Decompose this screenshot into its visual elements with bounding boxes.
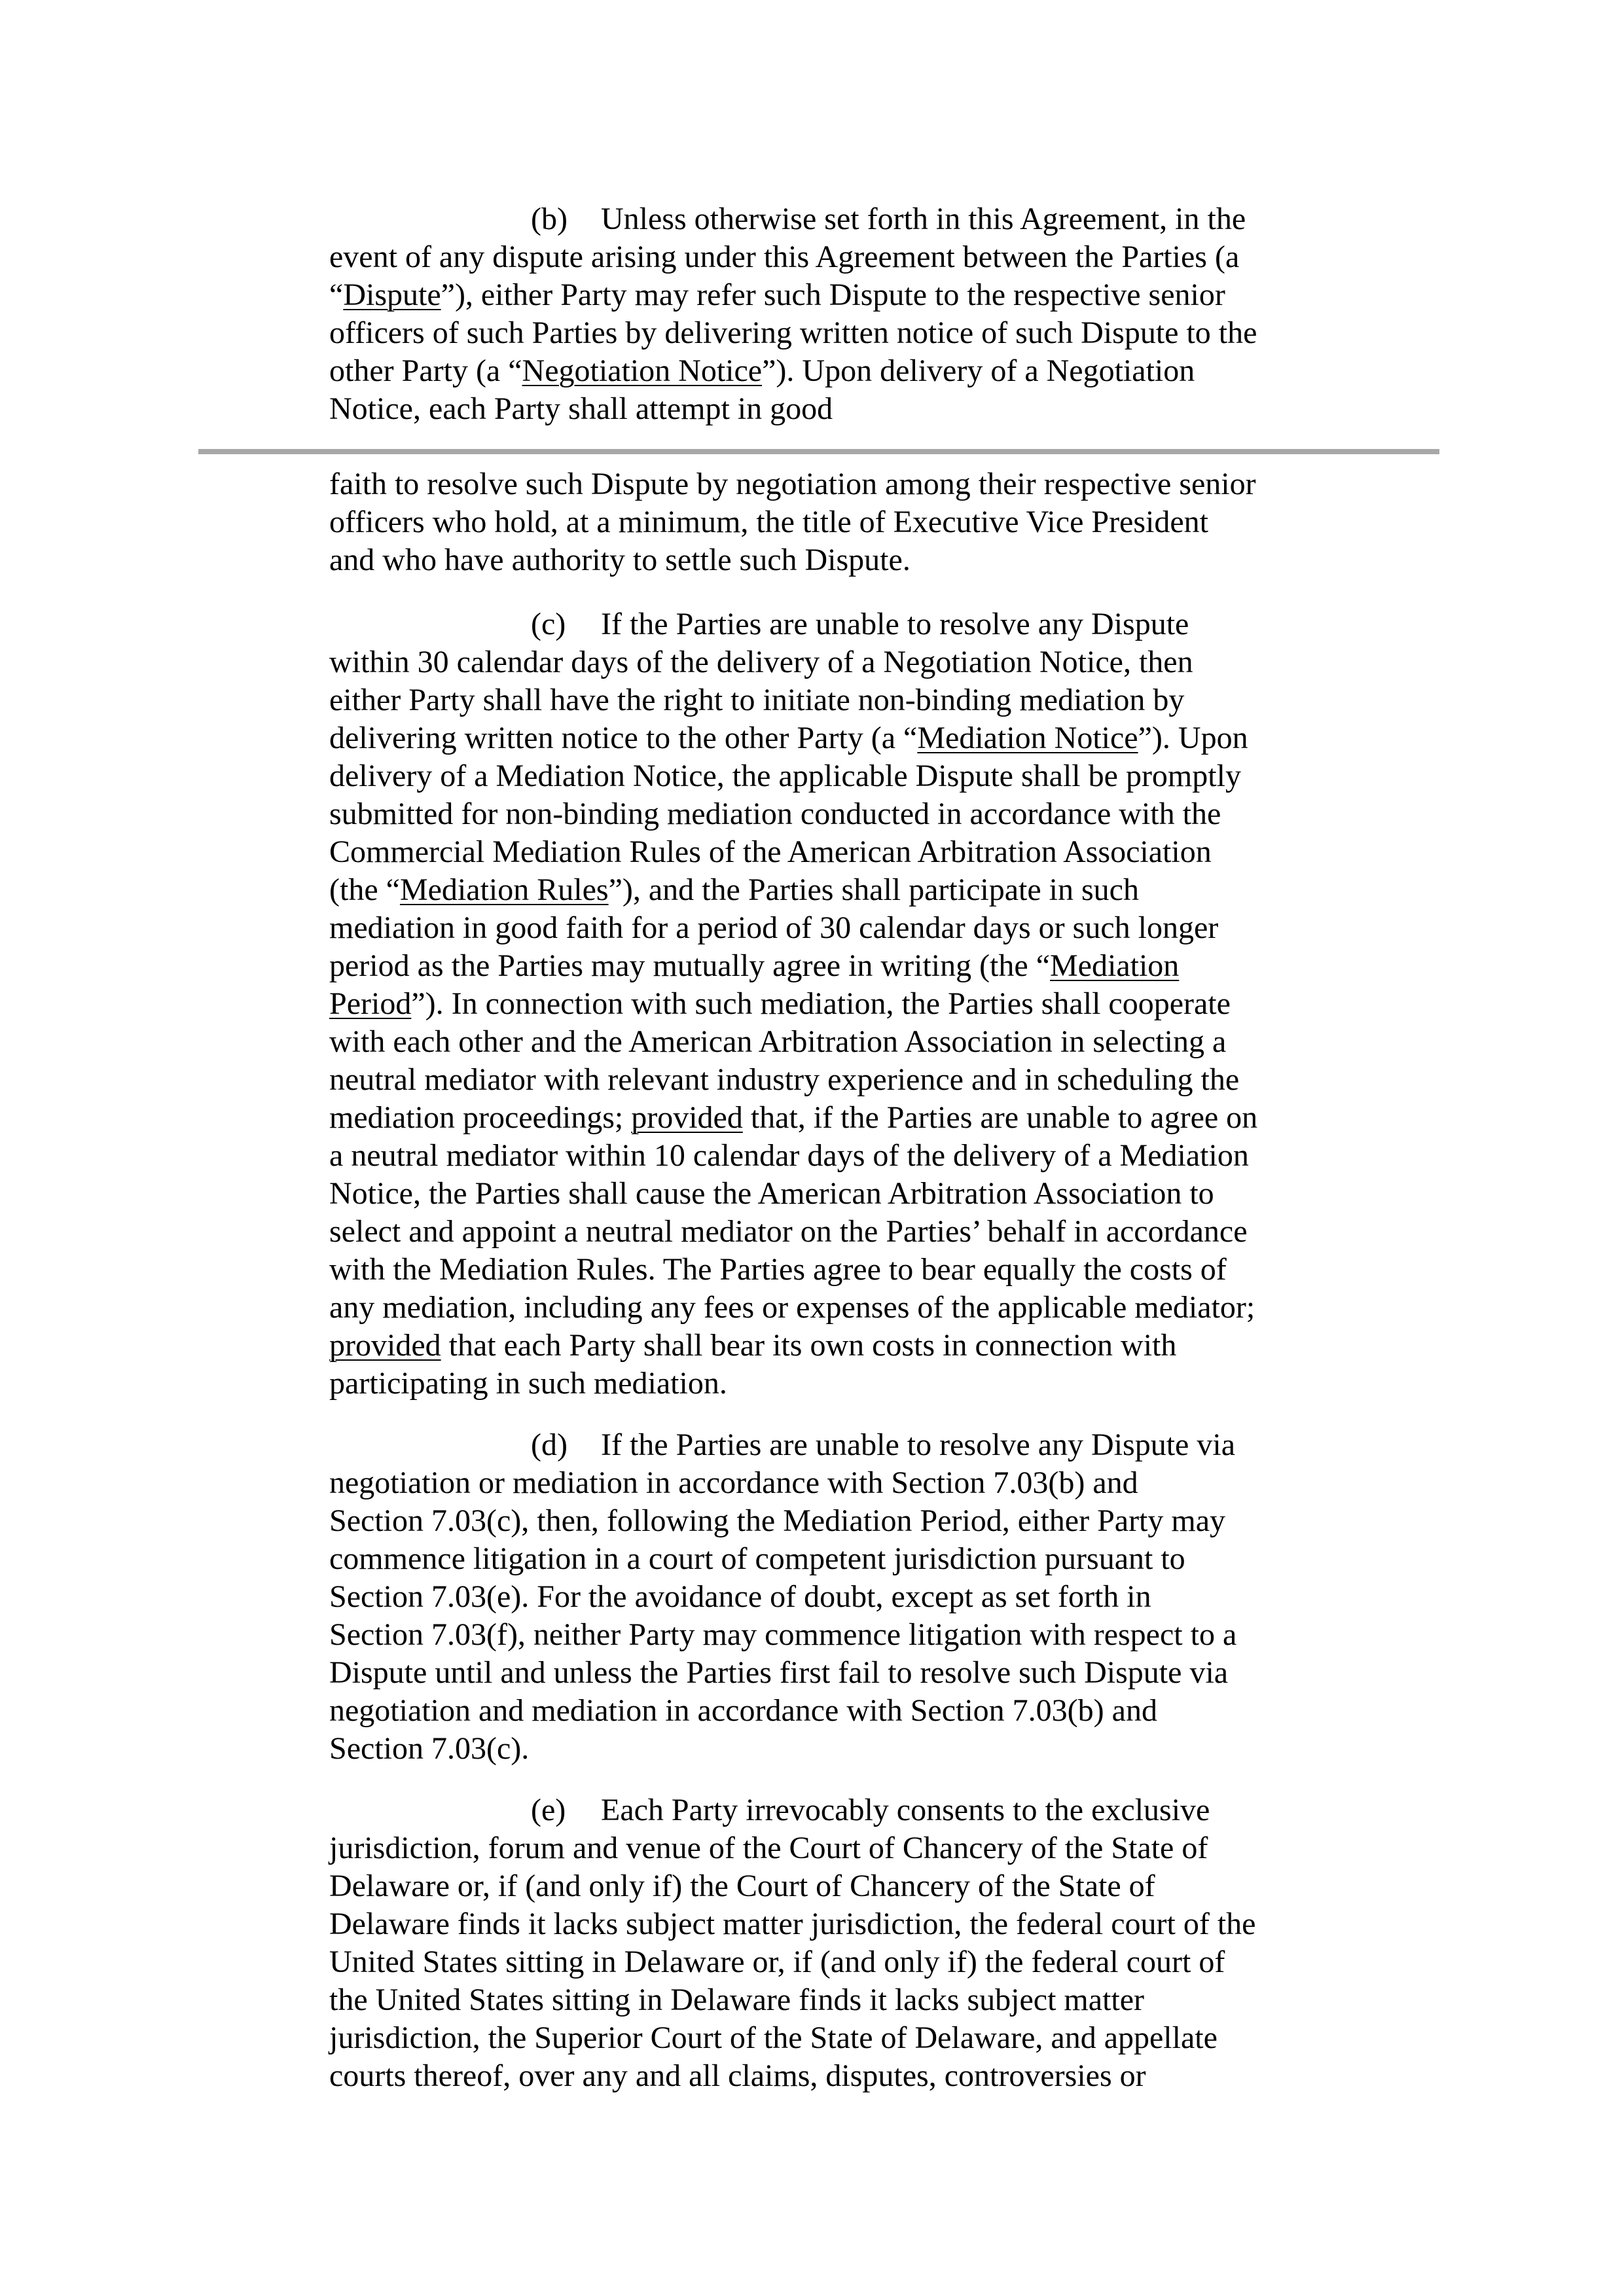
paragraph-b-line-4: officers of such Parties by delivering written notice of such Dispute to the xyxy=(329,315,1257,350)
proviso-term: provided xyxy=(329,1328,441,1363)
paragraph-e xyxy=(329,1791,1311,2095)
defined-term-mediation-period-part-1: Mediation xyxy=(1050,948,1180,983)
paragraph-c-line-16: Notice, the Parties shall cause the American Arbitration Association to xyxy=(329,1176,1214,1211)
paragraph-e-line-1: (e) Each Party irrevocably consents to the exclusive xyxy=(329,1791,1311,1829)
paragraph-d xyxy=(329,1426,1311,1768)
paragraph-e-line-6: the United States sitting in Delaware finds it lacks subject matter xyxy=(329,1982,1145,2017)
defined-term-mediation-rules: Mediation Rules xyxy=(399,872,609,907)
paragraph-c-line-9: mediation in good faith for a period of 30 calendar days or such longer xyxy=(329,910,1219,945)
paragraph-b-line-3: “Dispute”), either Party may refer such Dispute to the respective senior xyxy=(329,278,1225,312)
paragraph-d-line-3: Section 7.03(c), then, following the Mediation Period, either Party may xyxy=(329,1503,1226,1538)
paragraph-b-line-5: other Party (a “Negotiation Notice”). Upon delivery of a Negotiation xyxy=(329,353,1195,388)
paragraph-c-line-3: either Party shall have the right to initiate non-binding mediation by xyxy=(329,683,1185,717)
defined-term-mediation-notice: Mediation Notice xyxy=(917,721,1138,755)
paragraph-e-line-5: United States sitting in Delaware or, if (and only if) the federal court of xyxy=(329,1945,1225,1979)
paragraph-b-cont-line-2: officers who hold, at a minimum, the title of Executive Vice President xyxy=(329,505,1209,539)
paragraph-c-line-12: with each other and the American Arbitration Association in selecting a xyxy=(329,1024,1227,1059)
paragraph-d-line-8: negotiation and mediation in accordance with Section 7.03(b) and xyxy=(329,1693,1157,1728)
paragraph-c-line-2: within 30 calendar days of the delivery of a Negotiation Notice, then xyxy=(329,645,1193,679)
paragraph-c-line-20: provided that each Party shall bear its own costs in connection with xyxy=(329,1328,1177,1363)
paragraph-e-line-4: Delaware finds it lacks subject matter jurisdiction, the federal court of the xyxy=(329,1907,1256,1941)
defined-term-mediation-period-part-2: Period xyxy=(329,986,412,1021)
defined-term-negotiation-notice: Negotiation Notice xyxy=(522,353,763,388)
paragraph-b-line-1: (b) Unless otherwise set forth in this Agreement, in the xyxy=(329,200,1311,238)
paragraph-c-line-7: Commercial Mediation Rules of the American Arbitration Association xyxy=(329,834,1212,869)
paragraph-b-label: (b) xyxy=(531,202,568,236)
paragraph-b-line-6: Notice, each Party shall attempt in good xyxy=(329,391,833,426)
paragraph-c-line-17: select and appoint a neutral mediator on the Parties’ behalf in accordance xyxy=(329,1214,1248,1249)
paragraph-c-line-13: neutral mediator with relevant industry experience and in scheduling the xyxy=(329,1062,1240,1097)
page-break-divider xyxy=(198,449,1439,454)
paragraph-c-line-5: delivery of a Mediation Notice, the applicable Dispute shall be promptly xyxy=(329,759,1241,793)
paragraph-c-line-11: Period”). In connection with such mediation, the Parties shall cooperate xyxy=(329,986,1231,1021)
paragraph-d-line-5: Section 7.03(e). For the avoidance of doubt, except as set forth in xyxy=(329,1579,1151,1614)
paragraph-e-line-2: jurisdiction, forum and venue of the Court of Chancery of the State of xyxy=(329,1831,1208,1865)
paragraph-c xyxy=(329,605,1311,1403)
paragraph-d-line-6: Section 7.03(f), neither Party may commence litigation with respect to a xyxy=(329,1617,1237,1652)
paragraph-c-line-19: any mediation, including any fees or expenses of the applicable mediator; xyxy=(329,1290,1255,1325)
paragraph-c-line-6: submitted for non-binding mediation conducted in accordance with the xyxy=(329,797,1221,831)
proviso-term: provided xyxy=(631,1100,743,1135)
defined-term-dispute: Dispute xyxy=(343,278,441,312)
paragraph-c-line-14: mediation proceedings; provided that, if the Parties are unable to agree on xyxy=(329,1100,1258,1135)
paragraph-d-line-4: commence litigation in a court of competent jurisdiction pursuant to xyxy=(329,1541,1185,1576)
paragraph-c-line-4: delivering written notice to the other Party (a “Mediation Notice”). Upon xyxy=(329,721,1248,755)
paragraph-d-label: (d) xyxy=(531,1427,568,1462)
paragraph-b-cont-line-1: faith to resolve such Dispute by negotiation among their respective senior xyxy=(329,467,1256,501)
paragraph-d-line-9: Section 7.03(c). xyxy=(329,1731,530,1766)
paragraph-b-cont-line-3: and who have authority to settle such Dispute. xyxy=(329,543,911,577)
paragraph-c-label: (c) xyxy=(531,607,566,641)
paragraph-d-line-1: (d) If the Parties are unable to resolve any Dispute via xyxy=(329,1426,1311,1464)
paragraph-b-line-2: event of any dispute arising under this Agreement between the Parties (a xyxy=(329,240,1240,274)
paragraph-e-label: (e) xyxy=(531,1793,566,1827)
paragraph-c-line-18: with the Mediation Rules. The Parties agree to bear equally the costs of xyxy=(329,1252,1227,1287)
paragraph-e-line-8: courts thereof, over any and all claims, disputes, controversies or xyxy=(329,2058,1146,2093)
paragraph-c-line-21: participating in such mediation. xyxy=(329,1366,727,1401)
paragraph-e-line-3: Delaware or, if (and only if) the Court of Chancery of the State of xyxy=(329,1869,1155,1903)
paragraph-c-line-15: a neutral mediator within 10 calendar days of the delivery of a Mediation xyxy=(329,1138,1249,1173)
paragraph-b xyxy=(329,200,1311,428)
paragraph-c-line-1: (c) If the Parties are unable to resolve any Dispute xyxy=(329,605,1311,643)
paragraph-d-line-2: negotiation or mediation in accordance with Section 7.03(b) and xyxy=(329,1465,1138,1500)
paragraph-c-line-8: (the “Mediation Rules”), and the Parties shall participate in such xyxy=(329,872,1139,907)
paragraph-e-line-7: jurisdiction, the Superior Court of the State of Delaware, and appellate xyxy=(329,2020,1218,2055)
paragraph-c-line-10: period as the Parties may mutually agree in writing (the “Mediation xyxy=(329,948,1180,983)
paragraph-b-continuation xyxy=(329,465,1311,579)
paragraph-d-line-7: Dispute until and unless the Parties first fail to resolve such Dispute via xyxy=(329,1655,1229,1690)
